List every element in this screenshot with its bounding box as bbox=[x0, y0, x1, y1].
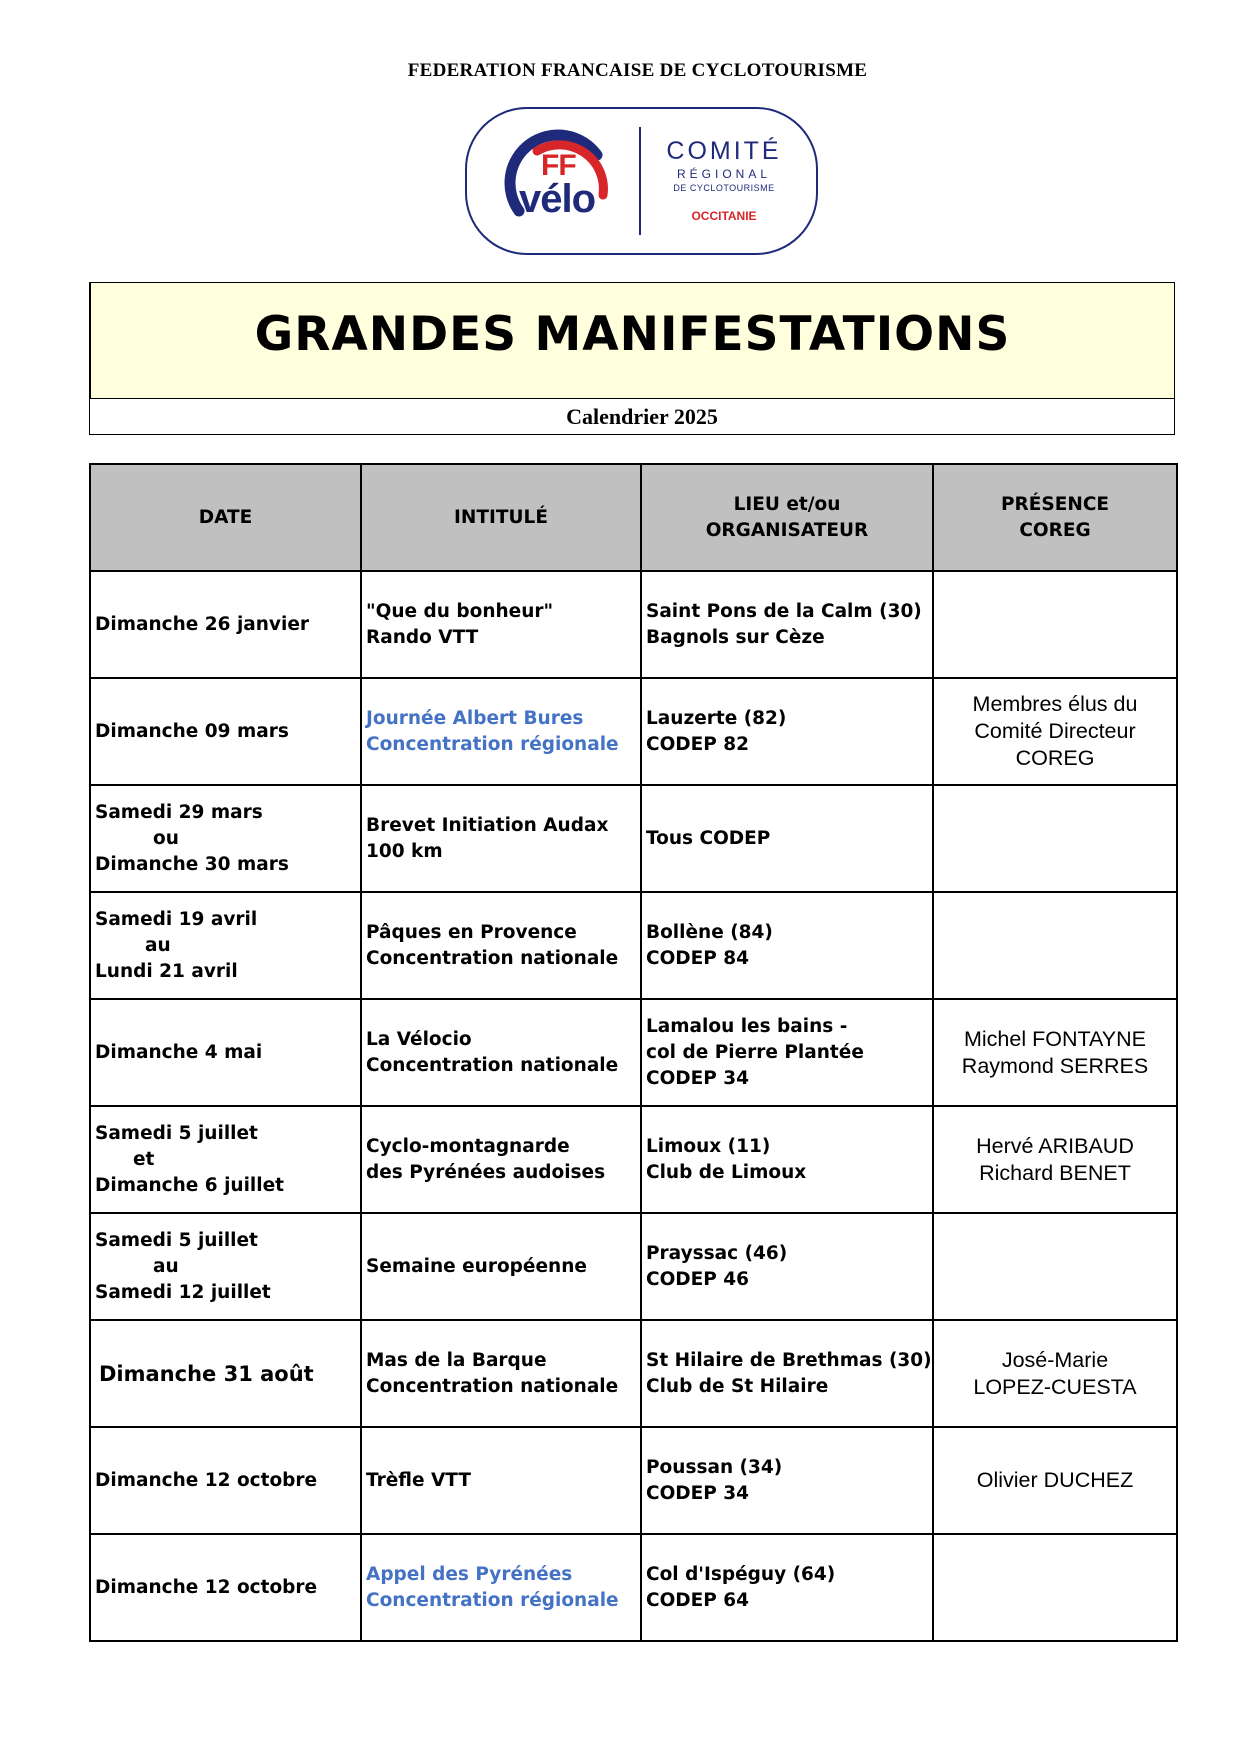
cell-presence: José-Marie LOPEZ-CUESTA bbox=[933, 1320, 1177, 1427]
cell-date: Dimanche 09 mars bbox=[90, 678, 361, 785]
table-row bbox=[90, 999, 1177, 1106]
header-presence: PRÉSENCE COREG bbox=[933, 464, 1177, 571]
cell-date: Dimanche 12 octobre bbox=[90, 1427, 361, 1534]
ffvelo-comite-logo bbox=[465, 107, 818, 255]
cell-intitule: Cyclo-montagnarde des Pyrénées audoises bbox=[361, 1106, 641, 1213]
table-row bbox=[90, 1427, 1177, 1534]
cell-presence bbox=[933, 571, 1177, 678]
cell-intitule: La Vélocio Concentration nationale bbox=[361, 999, 641, 1106]
cell-lieu: St Hilaire de Brethmas (30) Club de St Hilaire bbox=[641, 1320, 933, 1427]
logo-regional-text: RÉGIONAL bbox=[676, 167, 771, 181]
logo-velo-text: vélo bbox=[519, 177, 596, 221]
table-row bbox=[90, 1320, 1177, 1427]
events-table bbox=[89, 463, 1178, 1642]
cell-intitule: Appel des Pyrénées Concentration régionale bbox=[361, 1534, 641, 1641]
cell-date: Dimanche 26 janvier bbox=[90, 571, 361, 678]
cell-lieu: Prayssac (46) CODEP 46 bbox=[641, 1213, 933, 1320]
table-row bbox=[90, 1534, 1177, 1641]
federation-name: FEDERATION FRANCAISE DE CYCLOTOURISME bbox=[407, 60, 868, 81]
cell-date: Dimanche 12 octobre bbox=[90, 1534, 361, 1641]
logo-ff-text: FF bbox=[541, 149, 576, 182]
cell-date: Samedi 29 mars ou Dimanche 30 mars bbox=[90, 785, 361, 892]
table-row bbox=[90, 892, 1177, 999]
header-date: DATE bbox=[90, 464, 361, 571]
calendar-subtitle: Calendrier 2025 bbox=[566, 404, 718, 429]
cell-intitule: Pâques en Provence Concentration nationale bbox=[361, 892, 641, 999]
table-row bbox=[90, 571, 1177, 678]
cell-date: Samedi 5 juillet et Dimanche 6 juillet bbox=[90, 1106, 361, 1213]
cell-presence bbox=[933, 1534, 1177, 1641]
cell-presence: Olivier DUCHEZ bbox=[933, 1427, 1177, 1534]
cell-intitule: Mas de la Barque Concentration nationale bbox=[361, 1320, 641, 1427]
logo-comite-text: COMITÉ bbox=[666, 137, 782, 165]
cell-lieu: Saint Pons de la Calm (30) Bagnols sur Cèze bbox=[641, 571, 933, 678]
cell-presence bbox=[933, 1213, 1177, 1320]
cell-lieu: Col d'Ispéguy (64) CODEP 64 bbox=[641, 1534, 933, 1641]
cell-presence: Hervé ARIBAUD Richard BENET bbox=[933, 1106, 1177, 1213]
cell-date: Dimanche 4 mai bbox=[90, 999, 361, 1106]
cell-presence: Membres élus du Comité Directeur COREG bbox=[933, 678, 1177, 785]
cell-lieu: Bollène (84) CODEP 84 bbox=[641, 892, 933, 999]
cell-presence bbox=[933, 785, 1177, 892]
cell-intitule: "Que du bonheur" Rando VTT bbox=[361, 571, 641, 678]
page-title: GRANDES MANIFESTATIONS bbox=[254, 307, 1011, 362]
cell-intitule: Brevet Initiation Audax 100 km bbox=[361, 785, 641, 892]
cell-date: Dimanche 31 août bbox=[90, 1320, 361, 1427]
cell-date: Samedi 19 avril au Lundi 21 avril bbox=[90, 892, 361, 999]
cell-intitule: Semaine européenne bbox=[361, 1213, 641, 1320]
cell-presence: Michel FONTAYNE Raymond SERRES bbox=[933, 999, 1177, 1106]
table-row bbox=[90, 785, 1177, 892]
cell-date: Samedi 5 juillet au Samedi 12 juillet bbox=[90, 1213, 361, 1320]
cell-intitule: Journée Albert Bures Concentration régionale bbox=[361, 678, 641, 785]
cell-presence bbox=[933, 892, 1177, 999]
cell-lieu: Poussan (34) CODEP 34 bbox=[641, 1427, 933, 1534]
table-row bbox=[90, 1213, 1177, 1320]
header-lieu: LIEU et/ou ORGANISATEUR bbox=[641, 464, 933, 571]
cell-intitule: Trèfle VTT bbox=[361, 1427, 641, 1534]
cell-lieu: Lamalou les bains - col de Pierre Plantée CODEP 34 bbox=[641, 999, 933, 1106]
logo-divider bbox=[639, 127, 641, 235]
table-row bbox=[90, 678, 1177, 785]
cell-lieu: Limoux (11) Club de Limoux bbox=[641, 1106, 933, 1213]
page-title-box bbox=[89, 282, 1175, 399]
cell-lieu: Lauzerte (82) CODEP 82 bbox=[641, 678, 933, 785]
table-header-row bbox=[90, 464, 1177, 571]
logo-cyclotourisme-text: DE CYCLOTOURISME bbox=[673, 183, 775, 193]
calendar-subtitle-box bbox=[89, 399, 1175, 435]
table-row bbox=[90, 1106, 1177, 1213]
header-intitule: INTITULÉ bbox=[361, 464, 641, 571]
logo-region-text: OCCITANIE bbox=[691, 209, 757, 223]
cell-lieu: Tous CODEP bbox=[641, 785, 933, 892]
